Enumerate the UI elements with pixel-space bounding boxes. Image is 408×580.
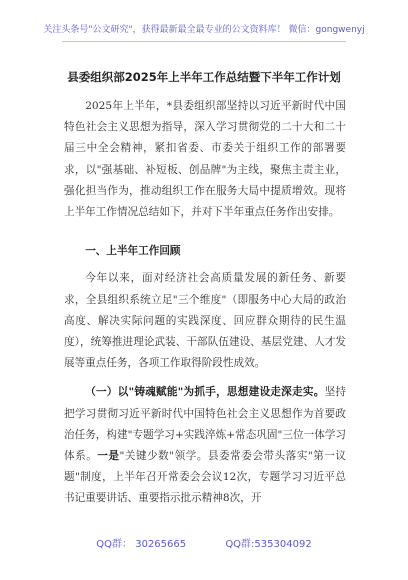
subsection-1-heading: （一）以"铸魂赋能"为抓手，思想建设走深走实。 [85, 386, 325, 399]
intro-paragraph: 2025年上半年，*县委组织部坚持以习近平新时代中国特色社会主义思想为指导，深入学习贯彻党的二十大和二十届三中全会精神，紧扣省委、市委关于组织工作的部署要求，以"强基础、补短板、创品牌"为主线，聚焦主责主业，强化担当作为，推动组织工作在服务大局中提质增效。现将上半年工作情况总结如下，并对下半年重点任务作出安排。 [64, 100, 346, 219]
footer-qq-group-1: QQ群： 30265665 [96, 539, 187, 550]
footer-contacts [0, 535, 408, 550]
document-body [64, 96, 346, 510]
footer-qq-group-2: QQ群:535304092 [225, 539, 312, 550]
header-banner: 关注头条号"公文研究"，获得最新最全最专业的公文资料库！ 微信：gongwenyj [43, 25, 365, 35]
section-heading-1: 一、上半年工作回顾 [85, 245, 181, 258]
document-title: 县委组织部2025年上半年工作总结暨下半年工作计划 [67, 70, 341, 84]
header-divider [62, 41, 346, 42]
section-1-paragraph: 今年以来，面对经济社会高质量发展的新任务、新要求，全县组织系统立足"三个维度"（即服务中心大局的政治高度、解决实际问题的实践深度、回应群众期待的民生温度），统筹推进理论武装、干部队伍建设、基层党建、人才发展等重点任务，各项工作取得阶段性成效。 [64, 272, 346, 370]
subsection-1-point-marker: 一是 [97, 450, 120, 463]
subsection-1-paragraph [64, 382, 346, 509]
subsection-1-text-c: "关键少数"领学。县委常委会带头落实"第一议题"制度，上半年召开常委会会议12次，专题学习习近平总书记重要讲话、重要指示批示精神8次，开 [64, 450, 346, 505]
subsection-1-text-a: 坚持把学习贯彻习近平新时代中国特色社会主义思想作为首要政治任务，构建"专题学习+实践淬炼+常态巩固"三位一体学习体系。 [64, 386, 347, 463]
